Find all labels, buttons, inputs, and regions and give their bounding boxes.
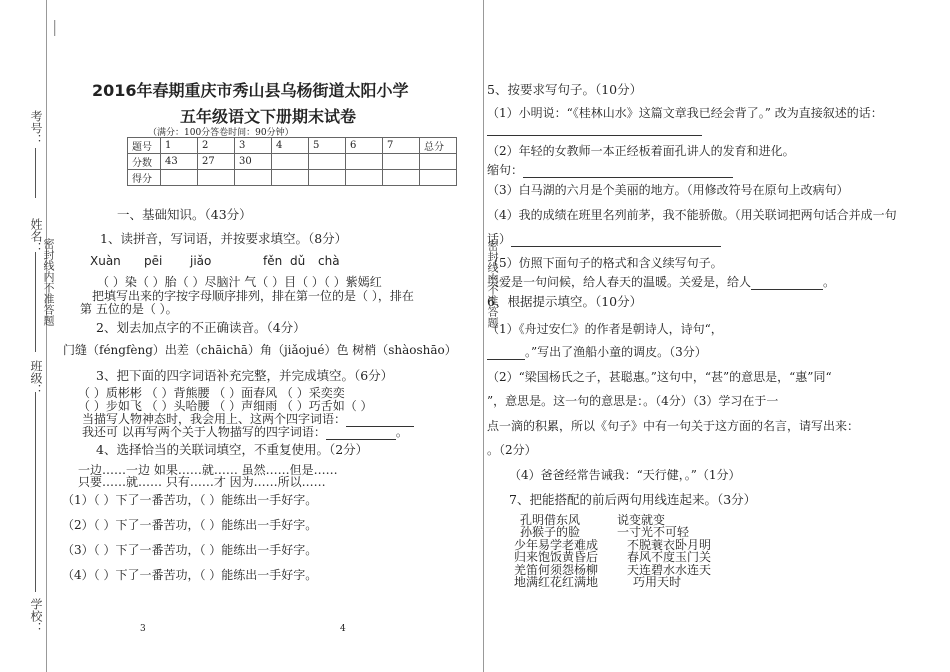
q6-l2-text: 。”写出了渔船小童的调皮。（3分） <box>525 345 707 359</box>
q3-line4-text: 我还可 以再写两个关于人物描写的四字词语： <box>82 425 326 439</box>
q1-line2: 把填写出来的字按字母顺序排列，排在第一位的是（ ），排在 <box>92 289 414 303</box>
q7-right-1[interactable]: 说变就变 <box>617 513 666 527</box>
score-table-cell: 5 <box>309 138 346 154</box>
xuexiao-label: 学校： <box>29 598 43 634</box>
q4-item-4: （4）（ ）下了一番苦功，（ ）能练出一手好字。 <box>62 568 318 582</box>
q3-line1: （ ）质彬彬 （ ）背熊腰 （ ）面春风 （ ）采奕奕 <box>78 386 345 400</box>
q1-pinyin-2: pēi <box>144 254 163 268</box>
q5-s5b-end: 。 <box>823 275 836 289</box>
xingming-line <box>35 252 36 352</box>
q7-right-2[interactable]: 一寸光不可轻 <box>617 525 690 539</box>
kaohao-label: 考号： <box>29 110 43 146</box>
q6-l3: （2）“梁国杨氏之子，甚聪惠。”这句中，“甚”的意思是，“惠”同“ <box>487 370 832 384</box>
score-table-cell: 4 <box>272 138 309 154</box>
q5-s5: （5）仿照下面句子的格式和含义续写句子。 <box>487 256 723 270</box>
q6-title: 6、根据提示填空。（10分） <box>487 294 643 309</box>
score-table-label: 分数 <box>128 154 161 170</box>
score-table-cell <box>346 154 383 170</box>
q6-l7: （4）爸爸经常告诫我：“天行健，。”（1分） <box>509 468 741 482</box>
q5-s4: （4）我的成绩在班里名列前茅，我不能骄傲。（用关联词把两句话合并成一句 <box>487 208 897 222</box>
score-entry-cell[interactable] <box>235 170 272 186</box>
q4-words-2: 只要……就…… 只有……才 因为……所以…… <box>78 475 326 489</box>
binding-dash-left: ︳ <box>52 20 71 36</box>
q5-s4b <box>487 230 721 247</box>
xingming-label: 姓名： <box>29 218 43 254</box>
score-entry-cell[interactable] <box>383 170 420 186</box>
q5-s2b-blank[interactable] <box>523 177 733 178</box>
seal-text-left: 密封线内不准答题 <box>42 238 55 326</box>
exam-title-line1: 2016年春期重庆市秀山县乌杨街道太阳小学 <box>92 81 409 100</box>
q5-s4b-blank[interactable] <box>511 246 721 247</box>
q1-title: 1、读拼音，写词语，并按要求填空。（8分） <box>100 231 348 246</box>
q4-item-2: （2）（ ）下了一番苦功，（ ）能练出一手好字。 <box>62 518 318 532</box>
q1-line1: （ ）染（ ）胎（ ）尽脑汁 气（ ）目（ ）（ ）紫嫣红 <box>97 275 382 289</box>
q3-line3-text: 当描写人物神态时，我会用上、这两个四字词语： <box>82 412 347 426</box>
q7-right-4[interactable]: 春风不度玉门关 <box>627 550 712 564</box>
score-table-cell: 7 <box>383 138 420 154</box>
q4-words-1: 一边……一边 如果……就…… 虽然……但是…… <box>78 463 338 477</box>
score-entry-cell[interactable] <box>420 170 457 186</box>
score-table-cell: 总分 <box>420 138 457 154</box>
score-entry-cell[interactable] <box>198 170 235 186</box>
q6-l5: 点一滴的积累，所以《句子》中有一句关于这方面的名言，请写出来： <box>487 419 860 433</box>
score-table-row-header <box>128 138 457 154</box>
binding-line-left <box>46 0 47 672</box>
q5-s5b <box>487 273 835 290</box>
page-number-3: 3 <box>140 624 146 634</box>
q7-left-2[interactable]: 孙猴子的脸 <box>520 525 581 539</box>
score-entry-cell[interactable] <box>346 170 383 186</box>
q5-s2: （2）年轻的女教师一本正经板着面孔讲人的发育和进化。 <box>487 144 795 158</box>
q3-line2: （ ）步如飞 （ ）头哈腰 （ ）声细雨 （ ）巧舌如（ ） <box>78 399 373 413</box>
q5-s4b-label: 话） <box>487 232 512 246</box>
q1-line3: 第 五位的是（ ）。 <box>80 302 178 316</box>
q4-title: 4、选择恰当的关联词填空，不重复使用。（2分） <box>96 442 369 457</box>
score-table-label: 题号 <box>128 138 161 154</box>
q1-pinyin-1: Xuàn <box>90 254 121 268</box>
q5-s3: （3）白马湖的六月是个美丽的地方。（用修改符号在原句上改病句） <box>487 183 849 197</box>
q1-pinyin-5: dǔ <box>290 254 306 268</box>
q4-item-3: （3）（ ）下了一番苦功，（ ）能练出一手好字。 <box>62 543 318 557</box>
q5-s1-blank[interactable] <box>487 125 702 136</box>
score-table-cell: 30 <box>235 154 272 170</box>
q6-l4: ”，意思是。这一句的意思是：。（4分）（3）学习在于一 <box>487 394 779 408</box>
score-table-cell <box>383 154 420 170</box>
banji-line <box>35 392 36 592</box>
q5-s1: （1）小明说：“《桂林山水》这篇文章我已经会背了。” 改为直接叙述的话： <box>487 106 883 120</box>
q5-s1-blank-wrap <box>487 122 702 136</box>
q6-blank-verse[interactable] <box>487 359 525 360</box>
part1-heading: 一、基础知识。（43分） <box>117 207 252 222</box>
score-table-cell: 43 <box>161 154 198 170</box>
q2-line: 门缝（féngfèng）出差（chāichā）角（jiǎojué）色 树梢（shàoshāo） <box>63 343 457 357</box>
q5-s5b-blank[interactable] <box>751 289 823 290</box>
exam-subtitle: （满分：100分答卷时间：90分钟） <box>148 128 294 138</box>
q5-s2b <box>487 161 733 178</box>
score-table-cell: 2 <box>198 138 235 154</box>
score-entry-cell[interactable] <box>309 170 346 186</box>
score-table-cell: 27 <box>198 154 235 170</box>
q5-title: 5、按要求写句子。（10分） <box>487 82 643 97</box>
q2-title: 2、划去加点字的不正确读音。（4分） <box>96 320 306 335</box>
q1-pinyin-3: jiǎo <box>190 254 212 268</box>
banji-label: 班级： <box>29 360 43 396</box>
page-number-4: 4 <box>340 624 346 634</box>
score-table-label: 得分 <box>128 170 161 186</box>
q6-l2 <box>487 343 707 360</box>
exam-title-line2: 五年级语文下册期末试卷 <box>180 107 357 126</box>
score-table-row-points <box>128 154 457 170</box>
q3-title: 3、把下面的四字词语补充完整，并完成填空。（6分） <box>96 368 394 383</box>
score-table-row-got <box>128 170 457 186</box>
q1-pinyin-6: chà <box>318 254 340 268</box>
q7-right-6[interactable]: 巧用天时 <box>633 575 682 589</box>
q5-s5b-text: 关爱是一句问候，给人春天的温暖。关爱是，给人 <box>487 275 752 289</box>
score-table-cell <box>272 154 309 170</box>
score-table-cell: 6 <box>346 138 383 154</box>
kaohao-line <box>35 148 36 198</box>
q7-left-5[interactable]: 羌笛何须怨杨柳 <box>514 563 599 577</box>
score-table-cell: 1 <box>161 138 198 154</box>
q7-left-1[interactable]: 孔明借东风 <box>520 513 581 527</box>
score-table-cell <box>420 154 457 170</box>
score-table <box>127 137 457 186</box>
seal-text-middle: 密封线内不准答题 <box>486 240 499 328</box>
q1-pinyin-4: fěn <box>263 254 283 268</box>
score-entry-cell[interactable] <box>161 170 198 186</box>
q7-left-3[interactable]: 少年易学老难成 <box>514 538 599 552</box>
q7-right-3[interactable]: 不脱蓑衣卧月明 <box>627 538 712 552</box>
q5-s2b-label: 缩句： <box>487 163 524 177</box>
binding-line-middle <box>483 0 484 672</box>
q6-l1: （1）《舟过安仁》的作者是朝诗人，诗句“， <box>487 322 723 336</box>
q6-l6: 。（2分） <box>487 443 537 457</box>
q7-left-4[interactable]: 归来饱饭黄昏后 <box>514 550 599 564</box>
q7-title: 7、把能搭配的前后两句用线连起来。（3分） <box>509 492 757 507</box>
q3-line4: 我还可 以再写两个关于人物描写的四字词语： 。 <box>82 425 408 439</box>
q7-left-6[interactable]: 地满红花红满地 <box>514 575 599 589</box>
score-table-cell <box>309 154 346 170</box>
score-entry-cell[interactable] <box>272 170 309 186</box>
score-table-cell: 3 <box>235 138 272 154</box>
q7-right-5[interactable]: 天连碧水水连天 <box>627 563 712 577</box>
q4-item-1: （1）（ ）下了一番苦功，（ ）能练出一手好字。 <box>62 493 318 507</box>
